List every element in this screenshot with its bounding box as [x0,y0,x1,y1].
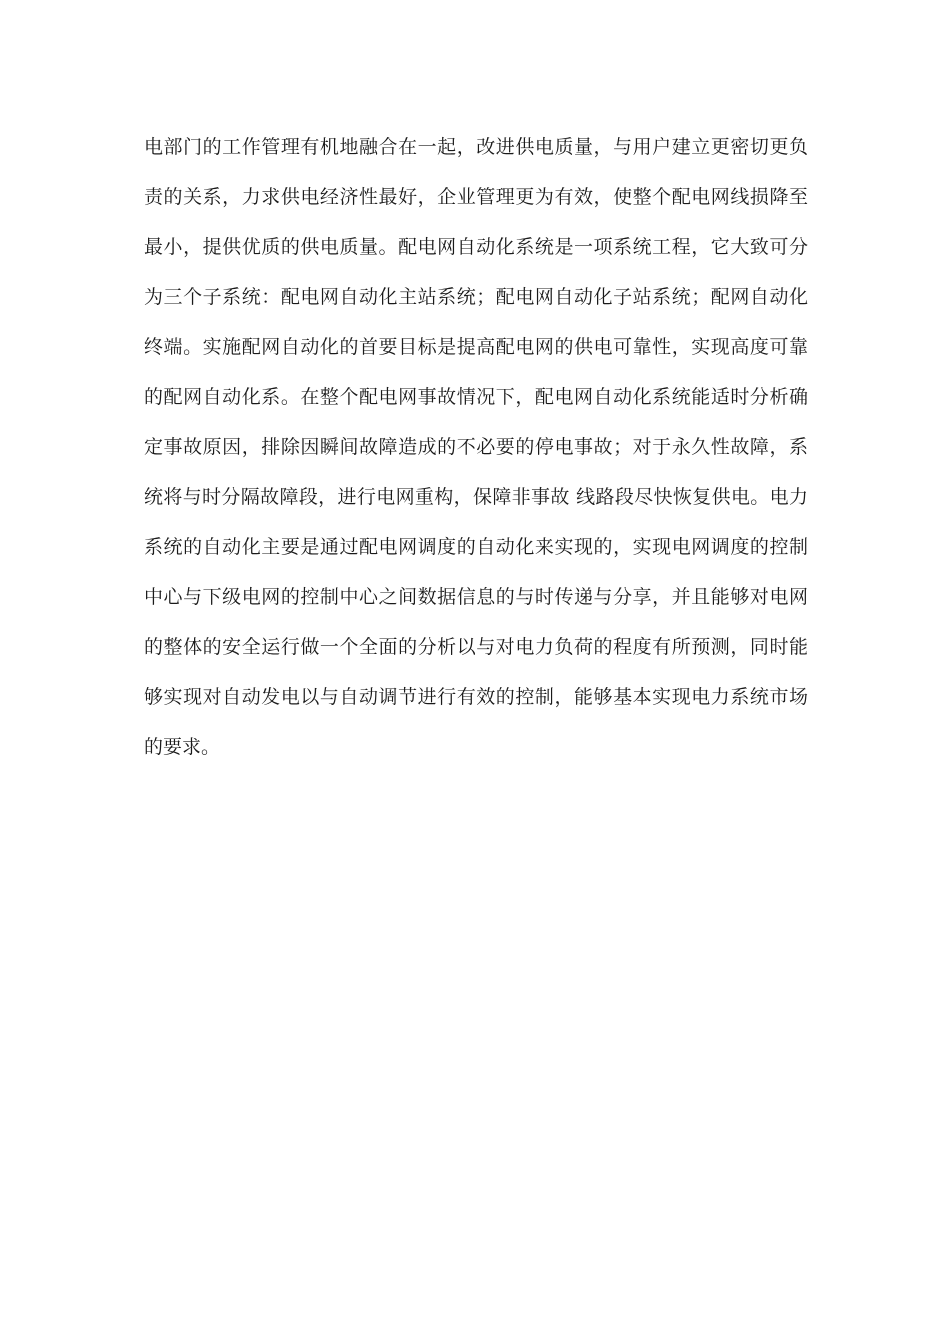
text-line: 中心与下级电网的控制中心之间数据信息的与时传递与分享，并且能够对电网 [144,586,808,608]
text-line: 终端。实施配网自动化的首要目标是提高配电网的供电可靠性，实现高度可靠 [144,336,808,358]
text-line: 系统的自动化主要是通过配电网调度的自动化来实现的，实现电网调度的控制 [144,536,808,558]
text-line: 的配网自动化系。在整个配电网事故情况下，配电网自动化系统能适时分析确 [144,386,808,408]
text-line: 电部门的工作管理有机地融合在一起，改进供电质量，与用户建立更密切更负 [144,136,808,158]
text-line: 责的关系，力求供电经济性最好，企业管理更为有效，使整个配电网线损降至 [144,186,808,208]
text-line: 的整体的安全运行做一个全面的分析以与对电力负荷的程度有所预测，同时能 [144,636,808,658]
body-paragraph [144,122,808,772]
text-line: 的要求。 [144,736,221,758]
text-line: 最小，提供优质的供电质量。配电网自动化系统是一项系统工程，它大致可分 [144,236,808,258]
text-line: 够实现对自动发电以与自动调节进行有效的控制，能够基本实现电力系统市场 [144,686,808,708]
text-line: 为三个子系统：配电网自动化主站系统；配电网自动化子站系统；配网自动化 [144,286,808,308]
text-line: 统将与时分隔故障段，进行电网重构，保障非事故 线路段尽快恢复供电。电力 [144,486,808,508]
text-line: 定事故原因，排除因瞬间故障造成的不必要的停电事故；对于永久性故障，系 [144,436,808,458]
